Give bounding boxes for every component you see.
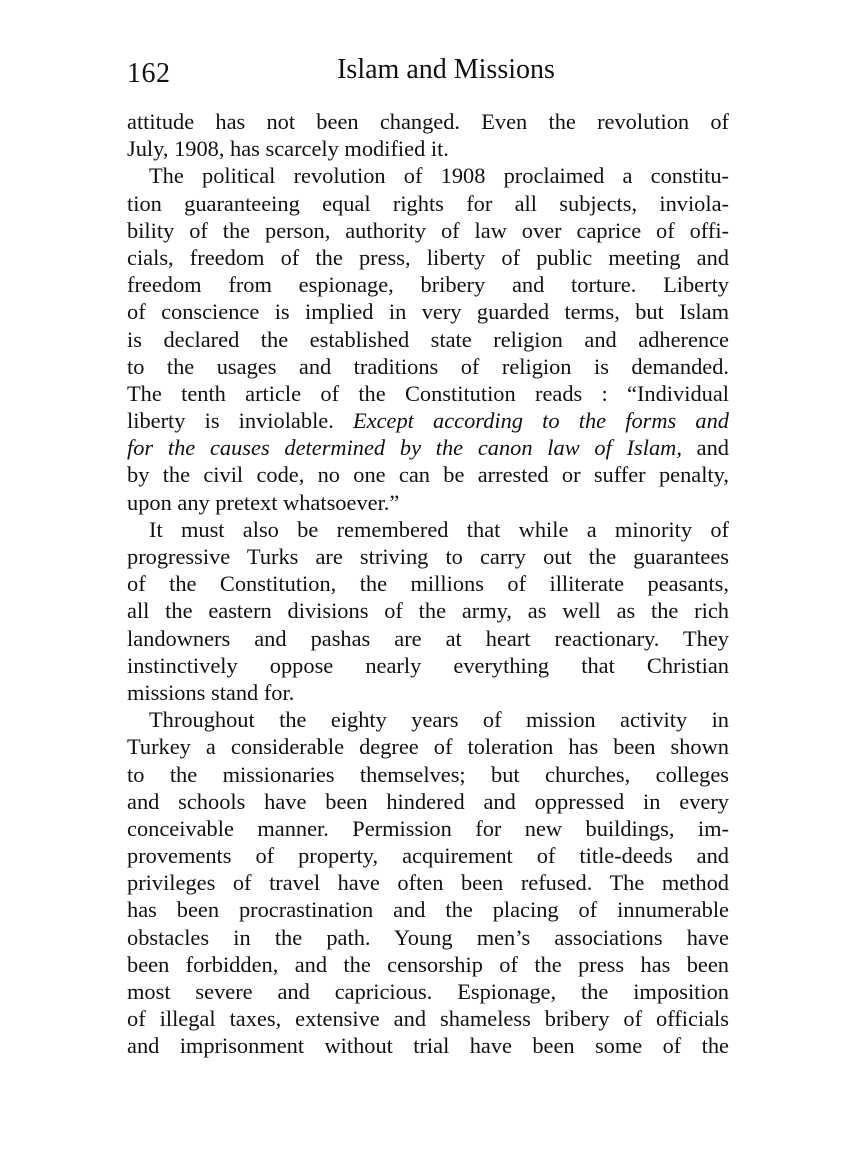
text-line: conceivable manner. Permission for new buildings, im- — [127, 815, 729, 841]
body-text — [127, 108, 729, 1060]
text-line: of the Constitution, the millions of illiterate peasants, — [127, 571, 729, 597]
text-line: Throughout the eighty years of mission activity in — [149, 707, 729, 733]
text-line: provements of property, acquirement of title-deeds and — [127, 843, 729, 869]
text-line: The tenth article of the Constitution reads : “Individual — [127, 380, 729, 406]
text-line: has been procrastination and the placing of innumerable — [127, 897, 729, 923]
text-line: to the usages and traditions of religion is demanded. — [127, 353, 729, 379]
page-number: 162 — [127, 58, 171, 89]
text-line: upon any pretext whatsoever.” — [127, 489, 400, 515]
text-line: by the civil code, no one can be arrested or suffer penalty, — [127, 462, 729, 488]
text-line: bility of the person, authority of law over caprice of offi- — [127, 217, 729, 243]
running-title: Islam and Missions — [337, 54, 555, 85]
text-line: of illegal taxes, extensive and shameless bribery of officials — [127, 1006, 729, 1032]
text-line: obstacles in the path. Young men’s associations have — [127, 924, 729, 950]
text-line: It must also be remembered that while a minority of — [149, 516, 729, 542]
text-line: all the eastern divisions of the army, as well as the rich — [127, 598, 729, 624]
text-line — [127, 407, 729, 434]
text-run: and — [681, 435, 729, 461]
italic-text-run: Except according to the forms and — [352, 408, 729, 434]
text-line: and imprisonment without trial have been some of the — [127, 1033, 729, 1059]
text-line: most severe and capricious. Espionage, the imposition — [127, 979, 729, 1004]
text-line: missions stand for. — [127, 679, 295, 705]
text-line: freedom from espionage, bribery and torture. Liberty — [127, 272, 729, 298]
running-head — [127, 54, 729, 94]
text-line: to the missionaries themselves; but churches, colleges — [127, 761, 729, 787]
text-line: cials, freedom of the press, liberty of public meeting and — [127, 244, 729, 270]
text-run: liberty is inviolable. — [127, 408, 353, 434]
text-line: landowners and pashas are at heart reactionary. They — [127, 625, 729, 651]
text-line: been forbidden, and the censorship of the press has been — [127, 951, 729, 977]
text-line: privileges of travel have often been refused. The method — [127, 870, 729, 896]
text-line: The political revolution of 1908 proclaimed a constitu- — [149, 163, 729, 189]
text-line: of conscience is implied in very guarded terms, but Islam — [127, 299, 729, 325]
text-line: July, 1908, has scarcely modified it. — [127, 136, 449, 162]
text-line: instinctively oppose nearly everything that Christian — [127, 652, 729, 678]
text-line: Turkey a considerable degree of toleration has been shown — [127, 734, 729, 760]
text-line: attitude has not been changed. Even the revolution of — [127, 109, 729, 134]
text-line: tion guaranteeing equal rights for all subjects, inviola- — [127, 190, 729, 216]
italic-text-run: for the causes determined by the canon law of Islam, — [127, 435, 682, 461]
text-line: progressive Turks are striving to carry out the guarantees — [127, 544, 729, 569]
text-line: is declared the established state religion and adherence — [127, 326, 729, 352]
text-line: and schools have been hindered and oppressed in every — [127, 788, 729, 814]
text-line — [127, 434, 729, 461]
